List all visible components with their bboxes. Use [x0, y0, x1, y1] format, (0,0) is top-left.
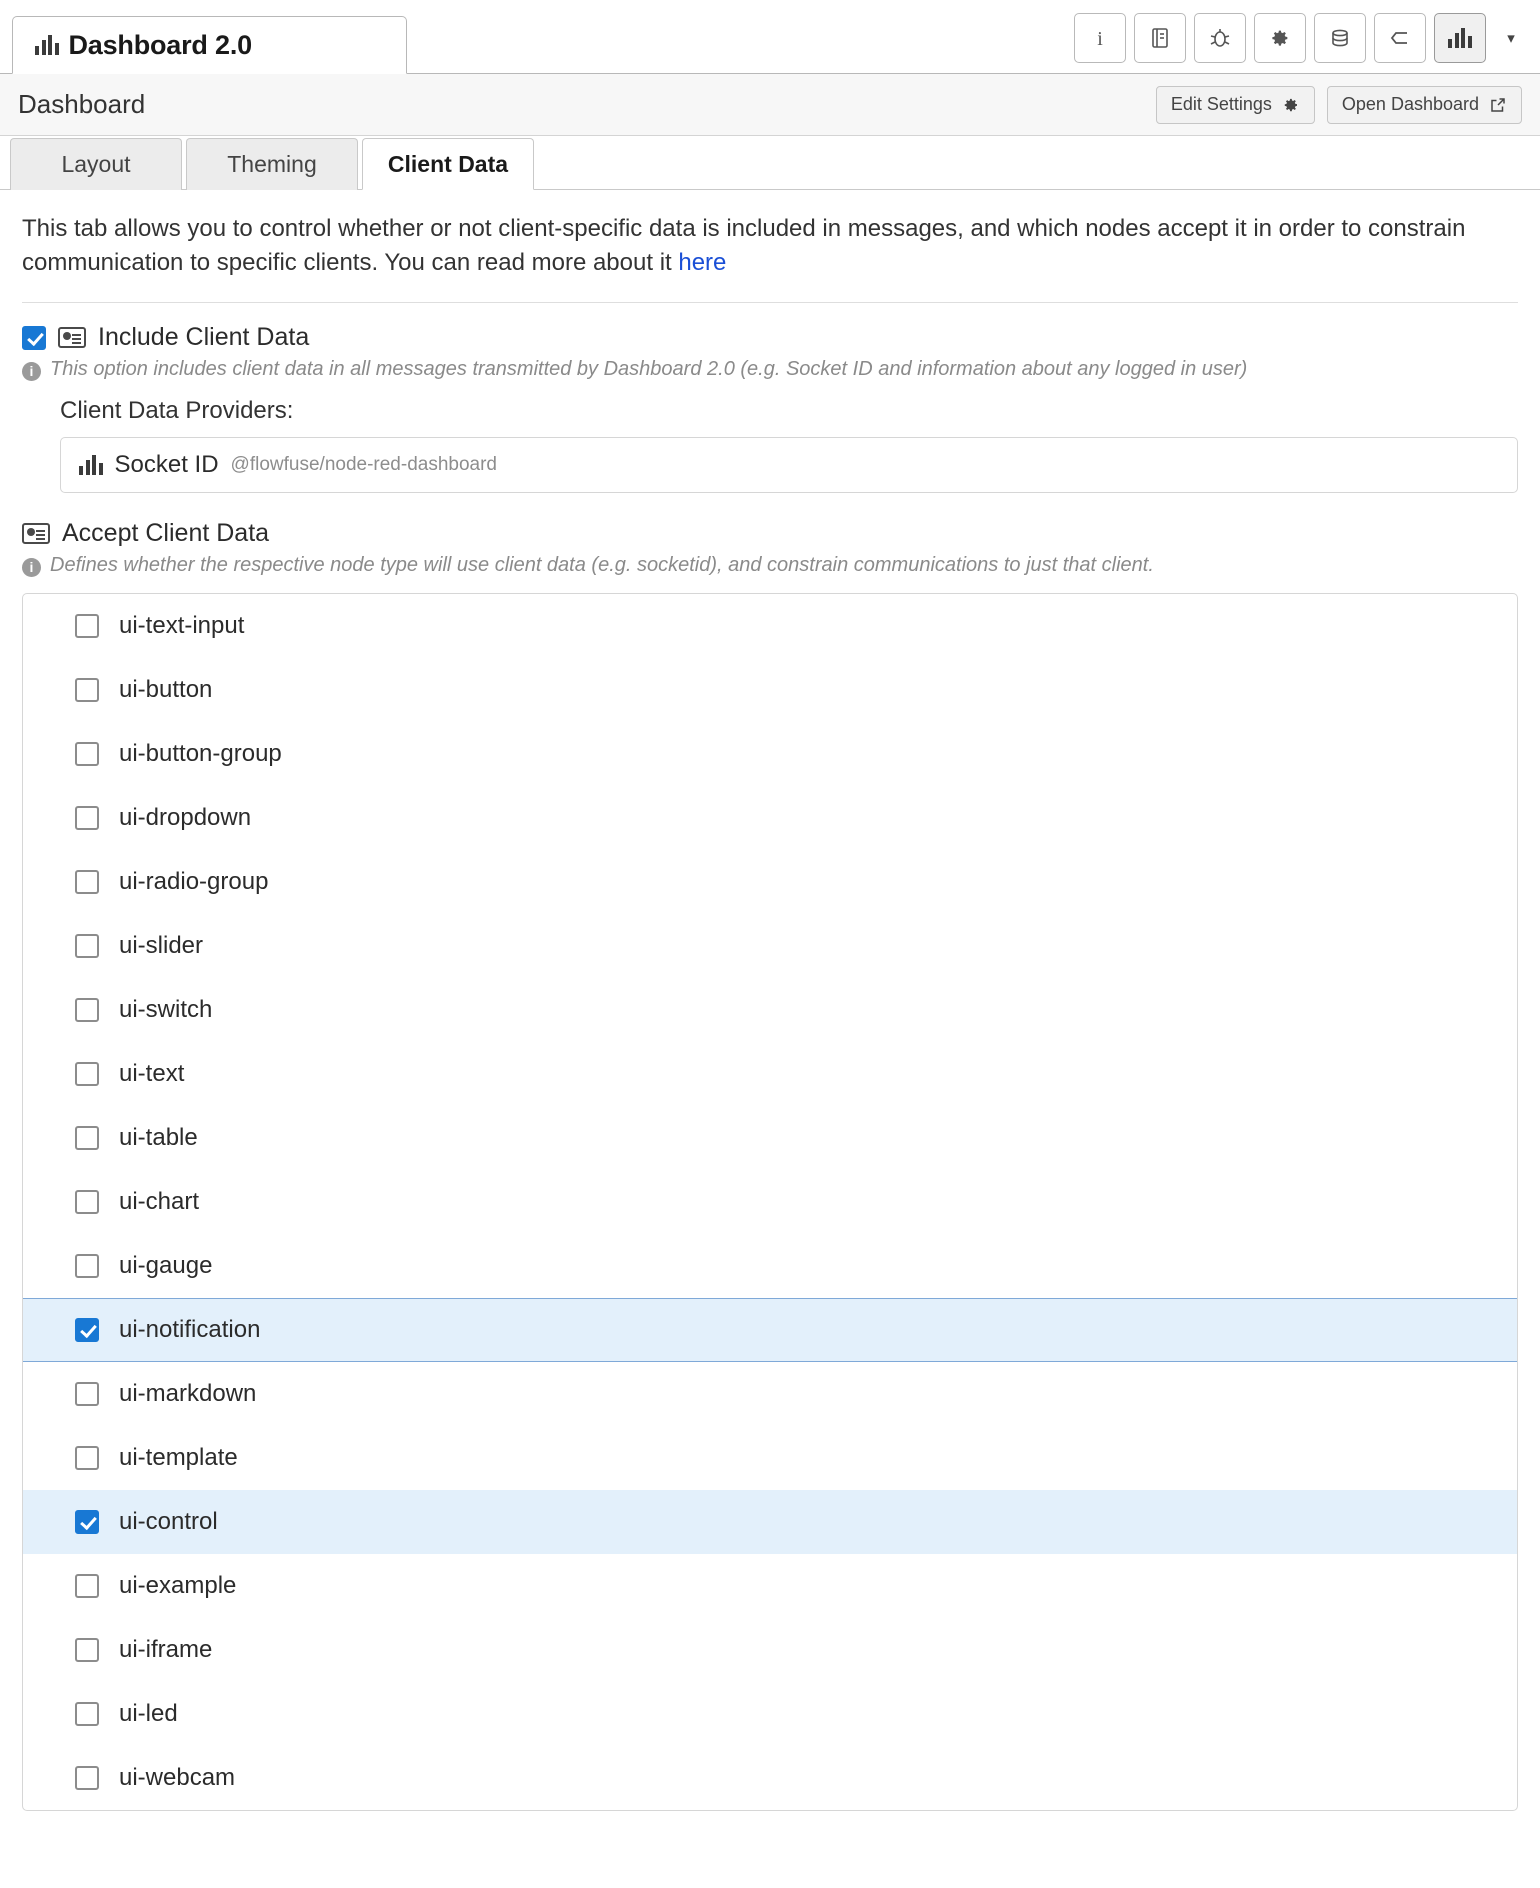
list-item[interactable] — [23, 1426, 1517, 1490]
debug-bug-icon[interactable] — [1194, 13, 1246, 63]
node-type-checkbox[interactable] — [75, 1510, 99, 1534]
node-type-label: ui-text-input — [119, 611, 245, 639]
include-client-data-hint-text: This option includes client data in all messages transmitted by Dashboard 2.0 (e.g. Socket ID and information about any logged in user) — [50, 358, 1248, 381]
divider — [22, 302, 1518, 303]
include-client-data-row[interactable] — [22, 323, 1518, 352]
node-type-label: ui-switch — [119, 995, 213, 1023]
node-type-checkbox[interactable] — [75, 1702, 99, 1726]
accept-client-data-label: Accept Client Data — [62, 519, 270, 548]
tab-theming[interactable]: Theming — [186, 138, 358, 190]
node-type-checkbox[interactable] — [75, 934, 99, 958]
svg-text:i: i — [1097, 28, 1103, 50]
tab-client-data[interactable]: Client Data — [362, 138, 534, 190]
tab-layout[interactable]: Layout — [10, 138, 182, 190]
app-tab-dashboard[interactable] — [12, 16, 407, 74]
accept-client-data-hint-text: Defines whether the respective node type will use client data (e.g. socketid), and constrain communications to just that client. — [50, 554, 1154, 577]
page-title: Dashboard — [18, 89, 146, 119]
node-type-label: ui-table — [119, 1123, 198, 1151]
intro-body: This tab allows you to control whether or not client-specific data is included in messages, and which nodes accept it in order to constrain communication to specific clients. You can read more about it — [22, 215, 1466, 277]
node-type-label: ui-example — [119, 1571, 237, 1599]
node-type-checkbox[interactable] — [75, 1318, 99, 1342]
settings-tabs — [0, 136, 1540, 190]
list-item[interactable] — [23, 1362, 1517, 1426]
list-item[interactable] — [23, 1042, 1517, 1106]
list-item[interactable] — [23, 786, 1517, 850]
gear-icon[interactable] — [1254, 13, 1306, 63]
bar-chart-glyph — [1448, 28, 1472, 48]
list-item[interactable] — [23, 1554, 1517, 1618]
provider-package: @flowfuse/node-red-dashboard — [230, 454, 497, 476]
node-type-label: ui-dropdown — [119, 803, 252, 831]
node-type-checkbox[interactable] — [75, 1638, 99, 1662]
node-type-label: ui-control — [119, 1507, 218, 1535]
info-icon[interactable] — [1074, 13, 1126, 63]
node-type-label: ui-button-group — [119, 739, 282, 767]
node-type-label: ui-webcam — [119, 1763, 236, 1791]
node-type-checkbox[interactable] — [75, 998, 99, 1022]
node-type-checkbox[interactable] — [75, 1062, 99, 1086]
contact-card-icon — [22, 523, 50, 544]
node-type-label: ui-slider — [119, 931, 204, 959]
node-type-label: ui-radio-group — [119, 867, 269, 895]
list-item[interactable] — [23, 1682, 1517, 1746]
list-item[interactable] — [23, 978, 1517, 1042]
node-type-checkbox[interactable] — [75, 678, 99, 702]
list-item[interactable] — [23, 1170, 1517, 1234]
database-icon[interactable] — [1314, 13, 1366, 63]
node-type-checkbox[interactable] — [75, 870, 99, 894]
context-icon[interactable] — [1374, 13, 1426, 63]
node-type-label: ui-markdown — [119, 1379, 257, 1407]
external-link-icon — [1489, 96, 1507, 114]
list-item[interactable] — [23, 914, 1517, 978]
node-type-checkbox[interactable] — [75, 806, 99, 830]
list-item[interactable] — [23, 1618, 1517, 1682]
edit-settings-label: Edit Settings — [1170, 94, 1272, 114]
list-item[interactable] — [23, 850, 1517, 914]
accept-client-data-hint — [22, 554, 1518, 577]
panel-header — [0, 74, 1540, 136]
accept-client-data-list — [22, 593, 1518, 1811]
client-data-providers-heading: Client Data Providers: — [60, 397, 294, 425]
gear-icon — [1282, 96, 1300, 114]
node-type-label: ui-notification — [119, 1316, 261, 1344]
list-item[interactable] — [23, 1234, 1517, 1298]
editor-toolbar — [1074, 13, 1528, 73]
node-type-label: ui-button — [119, 675, 213, 703]
intro-link-here[interactable]: here — [678, 249, 727, 277]
header-actions — [1156, 86, 1522, 124]
chart-icon[interactable] — [1434, 13, 1486, 63]
node-type-label: ui-led — [119, 1699, 178, 1727]
node-type-checkbox[interactable] — [75, 1254, 99, 1278]
info-icon: i — [22, 558, 41, 577]
include-client-data-checkbox[interactable] — [22, 326, 46, 350]
accept-client-data-row — [22, 519, 1518, 548]
node-type-label: ui-text — [119, 1059, 185, 1087]
intro-text — [22, 212, 1518, 280]
node-type-label: ui-iframe — [119, 1635, 213, 1663]
provider-name: Socket ID — [114, 451, 219, 479]
node-type-checkbox[interactable] — [75, 1574, 99, 1598]
node-type-label: ui-chart — [119, 1187, 200, 1215]
node-type-checkbox[interactable] — [75, 1766, 99, 1790]
bar-chart-icon — [35, 35, 59, 55]
list-item[interactable] — [23, 1106, 1517, 1170]
book-icon[interactable] — [1134, 13, 1186, 63]
bar-chart-icon — [79, 455, 103, 475]
edit-settings-button[interactable] — [1156, 86, 1315, 124]
list-item[interactable] — [23, 658, 1517, 722]
open-dashboard-button[interactable] — [1327, 86, 1522, 124]
info-icon: i — [22, 362, 41, 381]
node-type-checkbox[interactable] — [75, 1190, 99, 1214]
list-item[interactable] — [23, 722, 1517, 786]
node-type-checkbox[interactable] — [75, 1382, 99, 1406]
list-item[interactable] — [23, 1490, 1517, 1554]
client-data-panel — [0, 190, 1540, 1811]
list-item[interactable] — [23, 1298, 1517, 1362]
node-type-checkbox[interactable] — [75, 1126, 99, 1150]
include-client-data-hint — [22, 358, 1518, 381]
list-item[interactable] — [23, 594, 1517, 658]
contact-card-icon — [58, 327, 86, 348]
node-type-label: ui-template — [119, 1443, 238, 1471]
include-client-data-label: Include Client Data — [98, 323, 310, 352]
node-type-checkbox[interactable] — [75, 742, 99, 766]
node-type-checkbox[interactable] — [75, 1446, 99, 1470]
app-tab-label: Dashboard 2.0 — [68, 29, 252, 60]
list-item[interactable] — [23, 1746, 1517, 1810]
provider-row-socket-id[interactable] — [60, 437, 1518, 493]
chevron-down-icon[interactable]: ▾ — [1507, 30, 1515, 47]
node-type-checkbox[interactable] — [75, 614, 99, 638]
window-topbar — [0, 0, 1540, 74]
node-type-label: ui-gauge — [119, 1251, 213, 1279]
open-dashboard-label: Open Dashboard — [1341, 94, 1479, 114]
